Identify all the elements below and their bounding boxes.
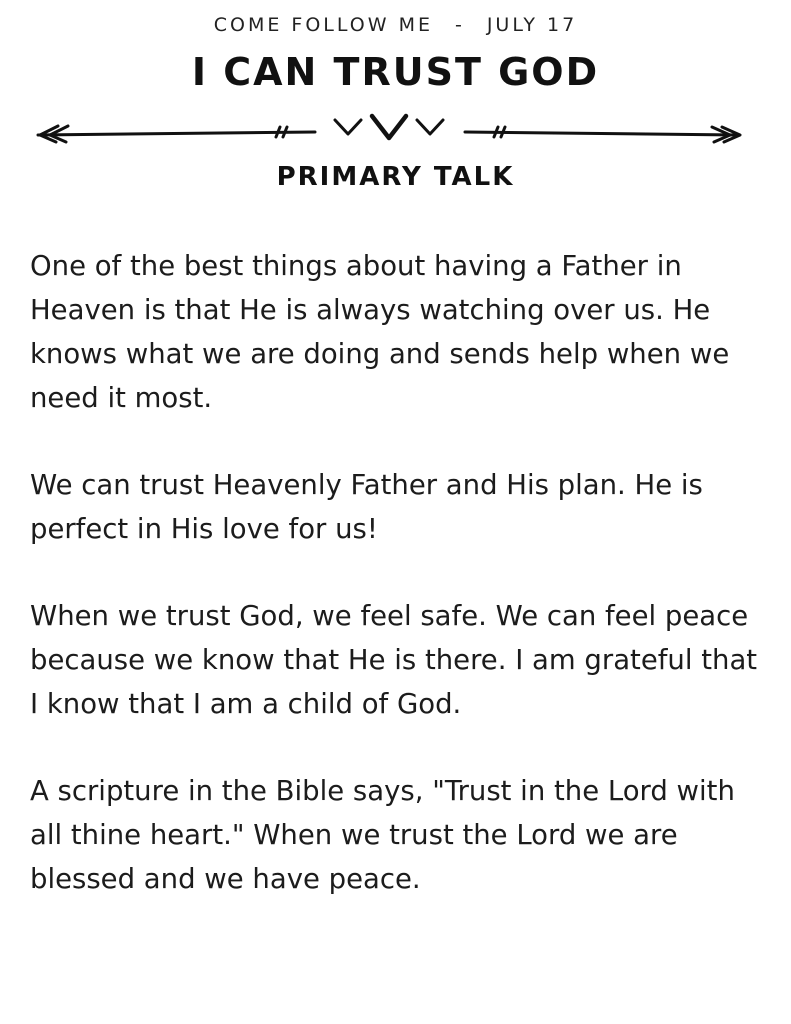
page-subtitle: PRIMARY TALK <box>276 162 515 192</box>
paragraph: One of the best things about having a Father in Heaven is that He is always watching over us. He knows what we are doing and sends help when we need it most. <box>30 250 730 414</box>
kicker-separator: - <box>454 14 465 36</box>
series-kicker <box>0 14 791 36</box>
kicker-series: COME FOLLOW ME <box>213 14 433 36</box>
paragraph: We can trust Heavenly Father and His plan. He is perfect in His love for us! <box>30 469 703 545</box>
kicker-date: JULY 17 <box>486 14 578 36</box>
paragraph: When we trust God, we feel safe. We can feel peace because we know that He is there. I am grateful that I know that I am a child of God. <box>30 600 758 720</box>
talk-body <box>30 244 765 944</box>
paragraph: A scripture in the Bible says, "Trust in the Lord with all thine heart." When we trust the Lord we are blessed and we have peace. <box>30 775 735 895</box>
arrow-divider-icon <box>30 108 750 148</box>
page-title: I CAN TRUST GOD <box>191 50 600 94</box>
